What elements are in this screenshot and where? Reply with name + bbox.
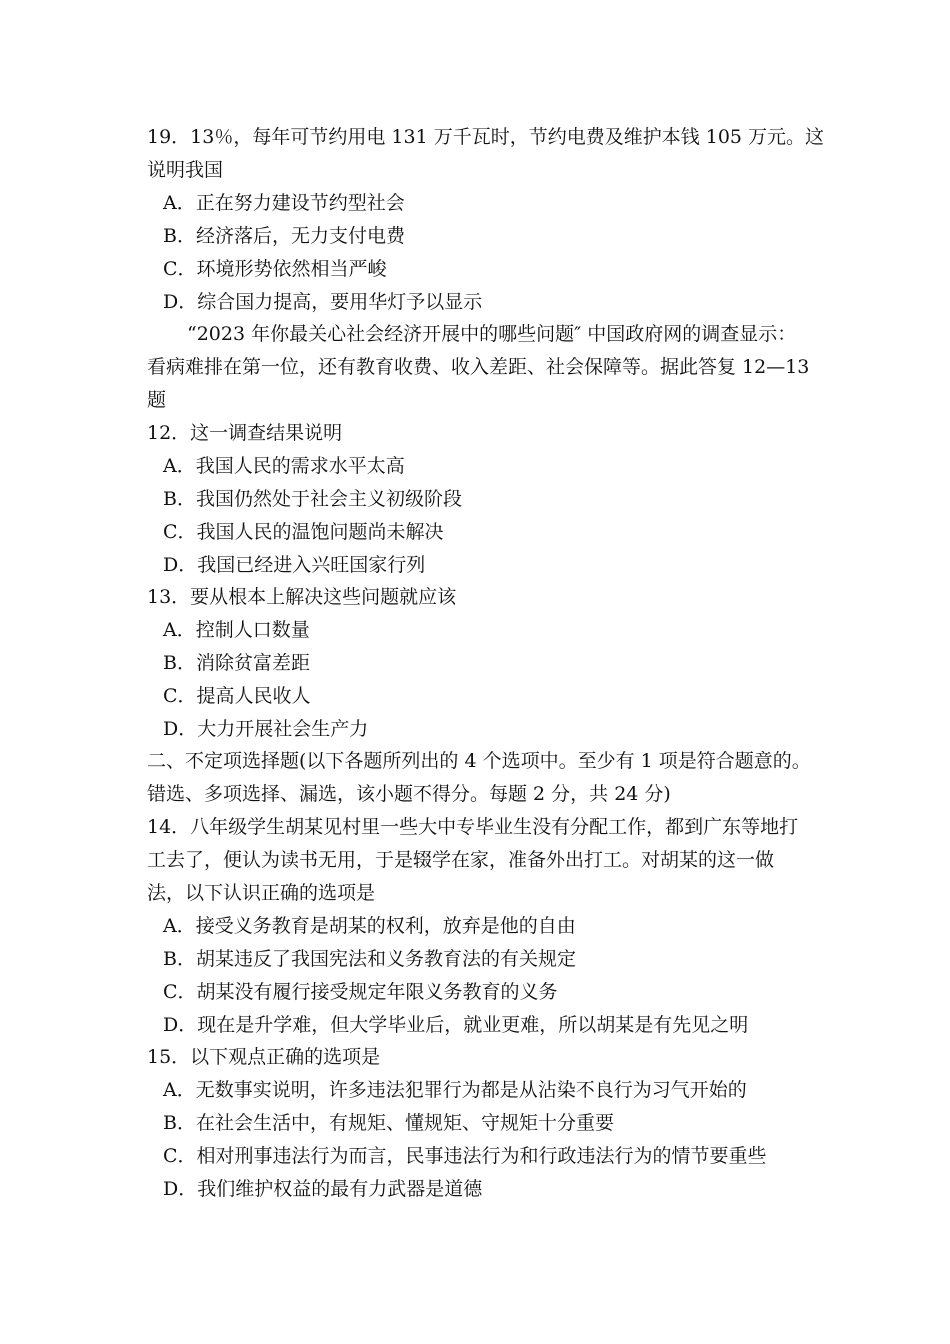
question-19-option-d: D．综合国力提高，要用华灯予以显示: [163, 291, 483, 313]
question-15-option-c: C．相对刑事违法行为而言，民事违法行为和行政违法行为的情节要重些: [163, 1145, 767, 1167]
question-14-option-d: D．现在是升学难，但大学毕业后，就业更难，所以胡某是有先见之明: [163, 1014, 749, 1036]
question-14-option-c: C．胡某没有履行接受规定年限义务教育的义务: [163, 981, 558, 1003]
question-13-option-a: A．控制人口数量: [163, 619, 310, 641]
stem-line-1: “2023 年你最关心社会经济开展中的哪些问题″ 中国政府网的调查显示：: [187, 323, 797, 345]
question-13-option-d: D．大力开展社会生产力: [163, 718, 369, 740]
question-14-option-a: A．接受义务教育是胡某的权利，放弃是他的自由: [163, 915, 576, 937]
section-2-line-1: 二、不定项选择题(以下各题所列出的 4 个选项中。至少有 1 项是符合题意的。: [147, 750, 811, 772]
question-12-option-d: D．我国已经进入兴旺国家行列: [163, 554, 426, 576]
question-12-option-c: C．我国人民的温饱问题尚未解决: [163, 521, 444, 543]
question-15-text: 15．以下观点正确的选项是: [147, 1046, 381, 1068]
question-19-option-c: C．环境形势依然相当严峻: [163, 258, 387, 280]
question-14-option-b: B．胡某违反了我国宪法和义务教育法的有关规定: [163, 948, 576, 970]
question-14-line-2: 工去了，便认为读书无用，于是辍学在家，准备外出打工。对胡某的这一做: [147, 849, 775, 871]
question-15-option-d: D．我们维护权益的最有力武器是道德: [163, 1178, 483, 1200]
stem-line-3: 题: [147, 389, 167, 411]
question-13-option-b: B．消除贫富差距: [163, 652, 310, 674]
question-15-option-b: B．在社会生活中，有规矩、懂规矩、守规矩十分重要: [163, 1112, 614, 1134]
question-19-option-a: A．正在努力建设节约型社会: [163, 192, 405, 214]
question-12-text: 12．这一调查结果说明: [147, 422, 343, 444]
question-19-option-b: B．经济落后，无力支付电费: [163, 225, 405, 247]
question-14-line-3: 法，以下认识正确的选项是: [147, 882, 376, 904]
question-14-line-1: 14．八年级学生胡某见村里一些大中专毕业生没有分配工作，都到广东等地打: [147, 816, 799, 838]
question-13-text: 13．要从根本上解决这些问题就应该: [147, 586, 457, 608]
question-15-option-a: A．无数事实说明，许多违法犯罪行为都是从沾染不良行为习气开始的: [163, 1079, 747, 1101]
question-13-option-c: C．提高人民收人: [163, 685, 311, 707]
question-12-option-a: A．我国人民的需求水平太高: [163, 455, 405, 477]
stem-line-2: 看病难排在第一位，还有教育收费、收入差距、社会保障等。据此答复 12—13: [147, 356, 810, 378]
question-19-line-1: 19．13％，每年可节约用电 131 万千瓦时，节约电费及维护本钱 105 万元。这: [147, 126, 825, 148]
question-12-option-b: B．我国仍然处于社会主义初级阶段: [163, 488, 462, 510]
section-2-line-2: 错选、多项选择、漏选，该小题不得分。每题 2 分，共 24 分): [147, 783, 671, 805]
question-19-line-2: 说明我国: [147, 159, 224, 181]
